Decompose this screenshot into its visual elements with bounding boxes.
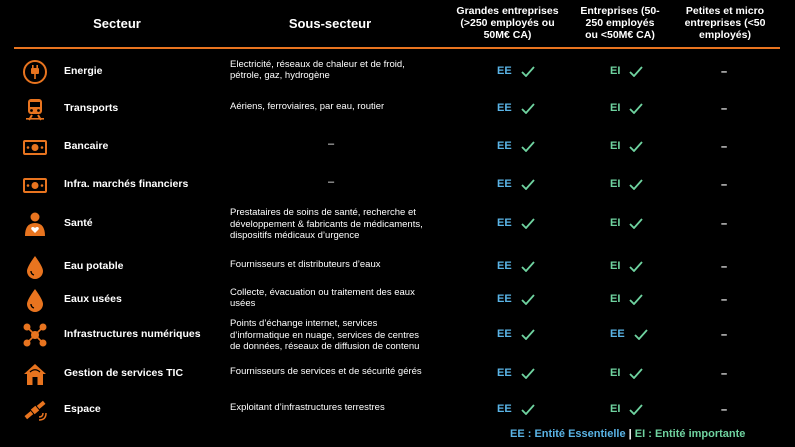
entity-code: EE <box>497 293 512 305</box>
subsector-line: Exploitant d’infrastructures terrestres <box>230 402 385 414</box>
header-small-companies <box>675 5 775 41</box>
check-icon <box>629 141 643 152</box>
check-icon <box>521 261 535 272</box>
table-row <box>0 168 795 202</box>
entity-cell-medium <box>610 328 648 340</box>
subsector-line: de données, réseaux de diffusion de contenu <box>230 341 420 352</box>
check-icon <box>629 368 643 379</box>
subsector-line: Fournisseurs de services et de sécurité gérés <box>230 366 422 378</box>
subsector-line: Fournisseurs et distributeurs d’eaux <box>230 259 381 271</box>
check-icon <box>521 368 535 379</box>
water-drop-icon <box>22 287 48 313</box>
entity-code: EE <box>610 328 625 340</box>
entity-cell-small: – <box>721 218 728 230</box>
entity-cell-small: – <box>721 294 728 306</box>
sector-label: Gestion de services TIC <box>64 367 184 379</box>
entity-cell-medium <box>610 367 643 379</box>
subsector-line: – <box>328 138 335 151</box>
network-nodes-icon <box>22 322 48 348</box>
check-icon <box>521 103 535 114</box>
entity-cell-medium <box>610 403 643 415</box>
subsector-line: Aériens, ferroviaires, par eau, routier <box>230 101 385 113</box>
legend-ee-code: EE : <box>510 428 532 440</box>
train-icon <box>22 96 48 122</box>
satellite-icon <box>22 397 48 423</box>
entity-code: EI <box>610 65 621 77</box>
entity-code: EI <box>610 293 621 305</box>
check-icon <box>521 179 535 190</box>
subsector-line: Collecte, évacuation ou traitement des eaux <box>230 286 415 298</box>
legend-ei-code: EI : <box>634 428 652 440</box>
subsector-text <box>230 101 445 113</box>
check-icon <box>629 179 643 190</box>
entity-cell-medium <box>610 140 643 152</box>
entity-cell-medium <box>610 178 643 190</box>
table-row <box>0 393 795 427</box>
check-icon <box>521 66 535 77</box>
entity-cell-large <box>497 217 535 229</box>
subsector-line: Points d’échange internet, services <box>230 318 378 329</box>
subsector-line: usées <box>230 298 256 309</box>
entity-code: EE <box>497 140 512 152</box>
entity-cell-small: – <box>721 368 728 380</box>
entity-code: EE <box>497 178 512 190</box>
entity-cell-small: – <box>721 103 728 115</box>
entity-cell-large <box>497 140 535 152</box>
check-icon <box>629 294 643 305</box>
check-icon <box>629 261 643 272</box>
header-small-line: entreprises (<50 <box>684 17 766 29</box>
subsector-text <box>230 366 445 378</box>
legend-separator: | <box>628 428 632 440</box>
table-row <box>0 92 795 126</box>
banknote-icon <box>22 134 48 160</box>
entity-cell-large <box>497 102 535 114</box>
entity-code: EE <box>497 367 512 379</box>
entity-code: EI <box>610 178 621 190</box>
entity-code: EI <box>610 102 621 114</box>
entity-code: EE <box>497 403 512 415</box>
entity-cell-large <box>497 178 535 190</box>
entity-cell-large <box>497 293 535 305</box>
header-large-line: 50M€ CA) <box>483 29 532 41</box>
subsector-line: pétrole, gaz, hydrogène <box>230 70 330 81</box>
entity-cell-small: – <box>721 329 728 341</box>
subsector-line: – <box>328 176 335 189</box>
entity-code: EE <box>497 102 512 114</box>
header-large-line: (>250 employés ou <box>460 17 555 29</box>
entity-cell-small: – <box>721 261 728 273</box>
entity-cell-small: – <box>721 66 728 78</box>
entity-cell-medium <box>610 217 643 229</box>
water-drop-icon <box>22 254 48 280</box>
check-icon <box>521 294 535 305</box>
header-divider <box>14 47 780 49</box>
sector-label: Infra. marchés financiers <box>64 178 189 190</box>
header-medium-line: 250 employés <box>585 17 655 29</box>
entity-cell-medium <box>610 260 643 272</box>
subsector-line: d’informatique en nuage, services de centres <box>230 329 420 341</box>
sector-label: Infrastructures numériques <box>64 328 201 340</box>
entity-cell-large <box>497 367 535 379</box>
entity-code: EE <box>497 217 512 229</box>
sector-label: Eaux usées <box>64 293 122 305</box>
check-icon <box>521 404 535 415</box>
entity-cell-small: – <box>721 141 728 153</box>
check-icon <box>634 329 648 340</box>
header-medium-line: ou <50M€ CA) <box>585 29 655 41</box>
entity-cell-large <box>497 403 535 415</box>
subsector-line: dispositifs médicaux d’urgence <box>230 230 360 241</box>
entity-cell-large <box>497 260 535 272</box>
entity-cell-medium <box>610 102 643 114</box>
legend <box>510 428 745 440</box>
subsector-text <box>230 318 445 353</box>
entity-code: EE <box>497 65 512 77</box>
subsector-line: développement & fabricants de médicaments, <box>230 218 423 230</box>
sector-label: Transports <box>64 102 119 114</box>
subsector-text <box>230 402 445 414</box>
sector-label: Eau potable <box>64 260 124 272</box>
subsector-text <box>230 207 445 242</box>
table-row <box>0 130 795 164</box>
health-person-icon <box>22 211 48 237</box>
table-row <box>0 55 795 89</box>
legend-ee-text: Entité Essentielle <box>534 428 626 440</box>
subsector-line: Prestataires de soins de santé, recherche et <box>230 207 416 218</box>
check-icon <box>521 218 535 229</box>
check-icon <box>629 66 643 77</box>
table-row <box>0 250 795 284</box>
sector-label: Santé <box>64 217 93 229</box>
table-row <box>0 207 795 241</box>
energy-plug-icon <box>22 59 48 85</box>
entity-cell-medium <box>610 65 643 77</box>
entity-code: EI <box>610 217 621 229</box>
header-large-companies <box>440 5 575 41</box>
sector-label: Espace <box>64 403 101 415</box>
entity-code: EE <box>497 260 512 272</box>
check-icon <box>629 218 643 229</box>
header-small-line: Petites et micro <box>685 5 765 17</box>
entity-code: EI <box>610 260 621 272</box>
smart-home-icon <box>22 361 48 387</box>
subsector-text <box>230 59 445 82</box>
entity-cell-large <box>497 328 535 340</box>
subsector-text <box>230 287 445 310</box>
entity-cell-large <box>497 65 535 77</box>
sector-label: Bancaire <box>64 140 109 152</box>
entity-cell-medium <box>610 293 643 305</box>
entity-cell-small: – <box>721 404 728 416</box>
legend-ei-text: Entité importante <box>654 428 746 440</box>
entity-code: EE <box>497 328 512 340</box>
table-row <box>0 357 795 391</box>
subsector-text <box>230 259 445 271</box>
check-icon <box>629 404 643 415</box>
check-icon <box>629 103 643 114</box>
subsector-line: Electricité, réseaux de chaleur et de froid, <box>230 58 405 70</box>
header-large-line: Grandes entreprises <box>456 5 559 17</box>
entity-cell-small: – <box>721 179 728 191</box>
sector-label: Energie <box>64 65 103 77</box>
entity-code: EI <box>610 403 621 415</box>
check-icon <box>521 329 535 340</box>
header-subsector: Sous-secteur <box>288 16 372 31</box>
check-icon <box>521 141 535 152</box>
table-row <box>0 283 795 317</box>
header-medium-companies <box>570 5 670 41</box>
table-row <box>0 318 795 352</box>
header-medium-line: Entreprises (50- <box>580 5 660 17</box>
entity-code: EI <box>610 140 621 152</box>
entity-code: EI <box>610 367 621 379</box>
header-small-line: employés) <box>699 29 751 41</box>
banknote-icon <box>22 172 48 198</box>
header-sector: Secteur <box>93 16 141 31</box>
